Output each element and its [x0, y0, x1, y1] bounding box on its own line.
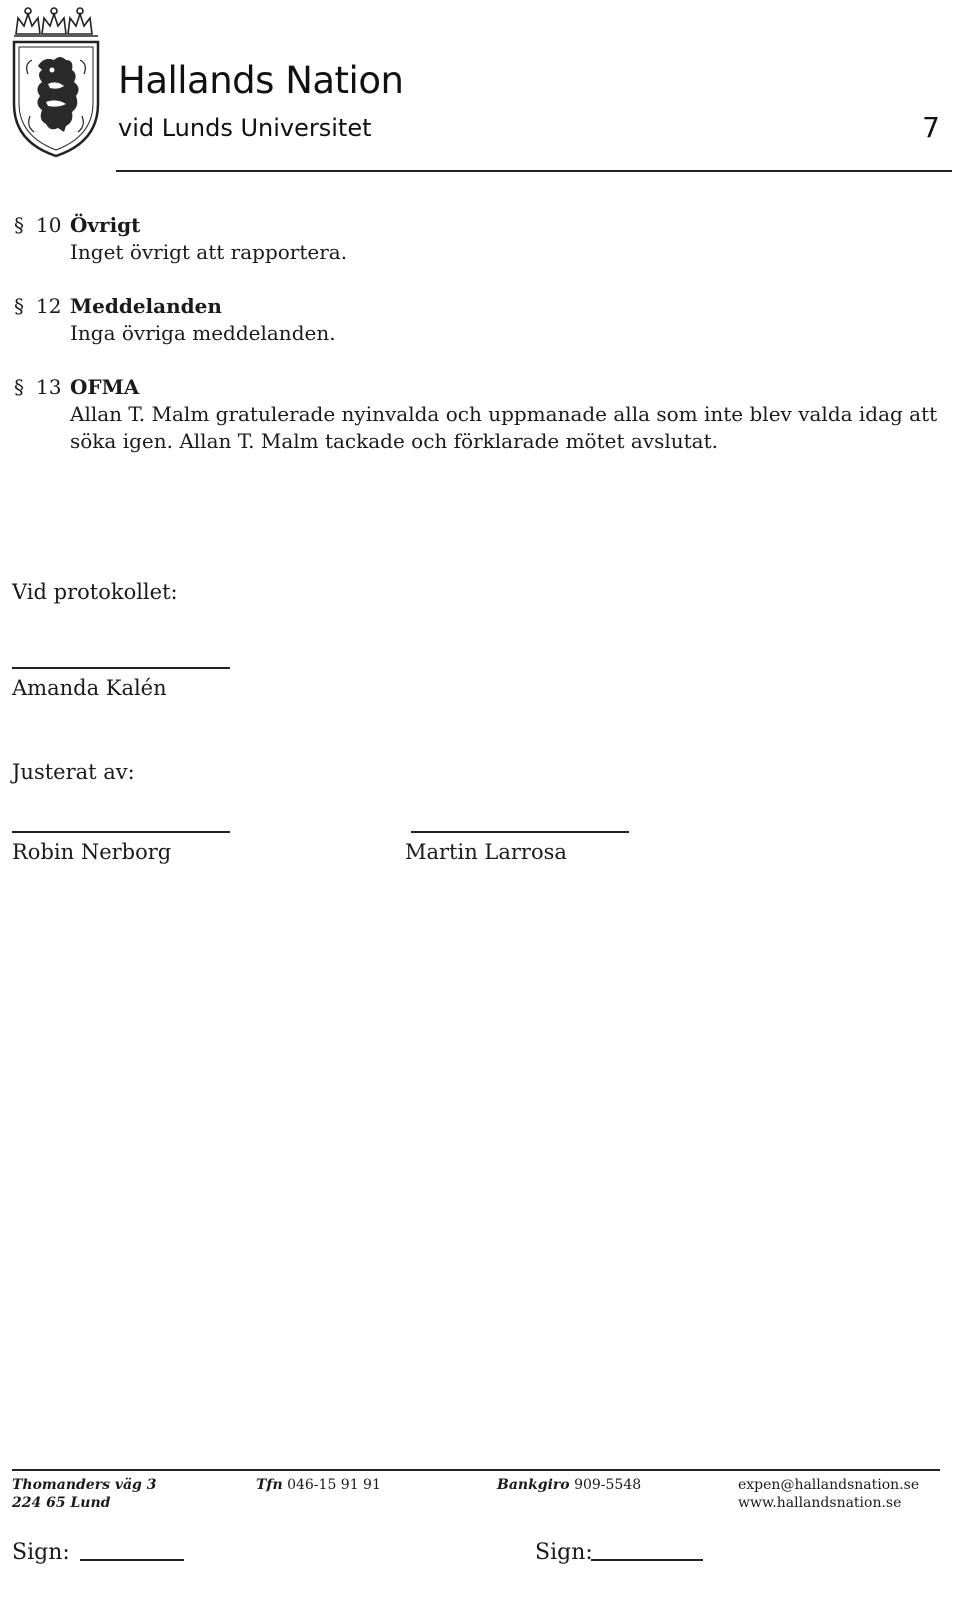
footer-postal: 224 65 Lund	[12, 1495, 111, 1511]
sign-line-left	[80, 1559, 184, 1561]
section-body: Inget övrigt att rapportera.	[70, 240, 348, 264]
section-title: OFMA	[70, 375, 140, 399]
footer-phone	[256, 1476, 381, 1494]
bankgiro-number: 909-5548	[574, 1477, 642, 1493]
section-meddelanden	[14, 293, 940, 347]
section-title: Övrigt	[70, 213, 141, 237]
section-body: Inga övriga meddelanden.	[70, 321, 336, 345]
footer-website[interactable]: www.hallandsnation.se	[738, 1495, 902, 1511]
phone-label: Tfn	[256, 1477, 283, 1493]
secretary-signature-line	[12, 667, 230, 669]
footer-email[interactable]: expen@hallandsnation.se	[738, 1477, 920, 1493]
paragraph-sign: §	[14, 294, 24, 318]
footer-contact	[738, 1476, 919, 1512]
section-number: 10	[36, 213, 62, 237]
header-divider	[116, 170, 952, 172]
section-number: 12	[36, 294, 62, 318]
adjuster-1-signature-line	[12, 831, 230, 833]
adjuster-2-signature-line	[411, 831, 629, 833]
section-body: Allan T. Malm gratulerade nyinvalda och uppmanade alla som inte blev valda idag att söka igen. Allan T. Malm tackade och förklarade mötet avslutat.	[70, 402, 938, 453]
adjusted-label: Justerat av:	[12, 760, 135, 784]
protocol-label: Vid protokollet:	[12, 580, 178, 604]
bankgiro-label: Bankgiro	[497, 1477, 570, 1493]
adjuster-2-name: Martin Larrosa	[405, 840, 567, 864]
section-number: 13	[36, 375, 62, 399]
coat-of-arms-logo	[8, 4, 104, 160]
sign-label-left: Sign:	[12, 1540, 70, 1565]
secretary-name: Amanda Kalén	[12, 676, 167, 700]
page-number: 7	[922, 111, 940, 144]
paragraph-sign: §	[14, 213, 24, 237]
sign-line-right	[591, 1559, 703, 1561]
phone-number: 046-15 91 91	[287, 1477, 381, 1493]
sign-label-right: Sign:	[535, 1540, 593, 1565]
footer-address	[12, 1476, 156, 1512]
footer-divider	[12, 1469, 940, 1471]
paragraph-sign: §	[14, 375, 24, 399]
section-ovrigt	[14, 212, 940, 266]
org-subtitle: vid Lunds Universitet	[118, 114, 372, 142]
footer-street: Thomanders väg 3	[12, 1477, 157, 1493]
section-ofma	[14, 374, 940, 455]
section-title: Meddelanden	[70, 294, 222, 318]
org-name: Hallands Nation	[118, 59, 404, 102]
adjuster-1-name: Robin Nerborg	[12, 840, 172, 864]
footer-bankgiro	[497, 1476, 641, 1494]
